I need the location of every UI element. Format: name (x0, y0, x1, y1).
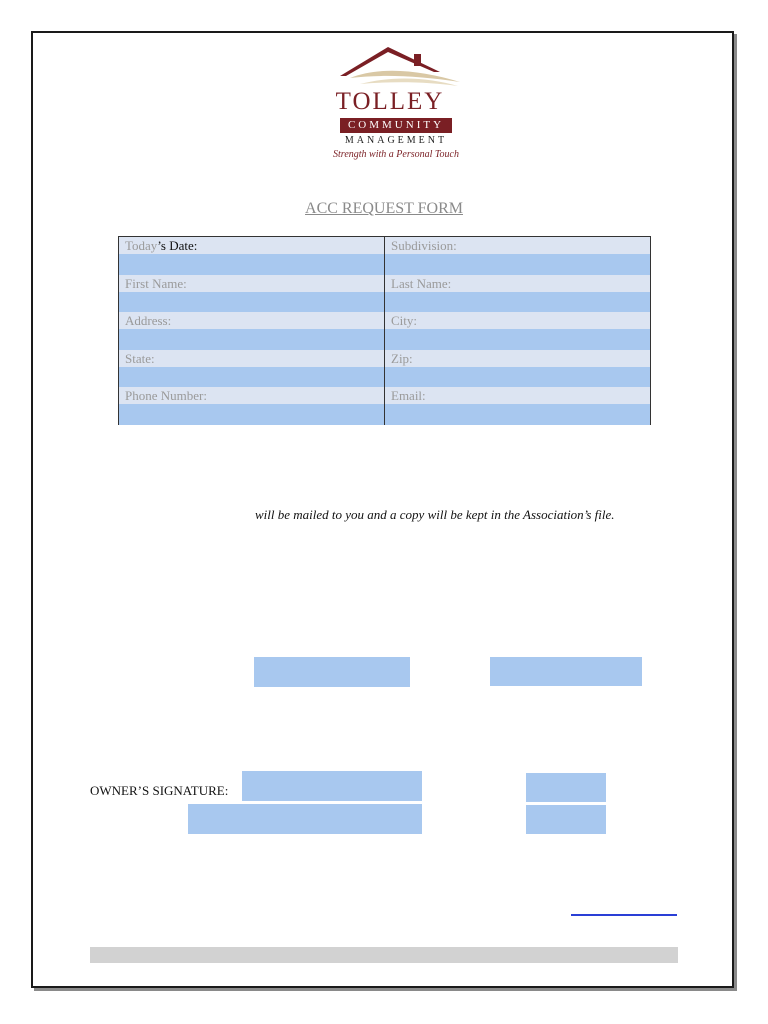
state-input[interactable] (119, 367, 384, 388)
owner-name-field[interactable] (188, 804, 422, 834)
field-label-text: Today (125, 238, 158, 253)
approval-field-2[interactable] (490, 657, 642, 686)
signature-date-field[interactable] (526, 773, 606, 802)
subdivision-input[interactable] (385, 254, 650, 275)
form-row (119, 312, 384, 350)
field-label-text-strong: ’s Date: (157, 238, 198, 253)
field-label-address: Address: (119, 312, 384, 329)
approval-field-1[interactable] (254, 657, 410, 687)
field-label-first-name: First Name: (119, 275, 384, 292)
request-form-table (118, 236, 651, 425)
email-input[interactable] (385, 404, 650, 425)
zip-input[interactable] (385, 367, 650, 388)
form-left-column (119, 237, 385, 424)
phone-input[interactable] (119, 404, 384, 425)
form-row (385, 350, 650, 388)
logo-title: TOLLEY (335, 88, 445, 115)
form-row (385, 275, 650, 313)
field-label-phone: Phone Number: (119, 387, 384, 404)
logo-management: MANAGEMENT (344, 135, 448, 146)
footer-bar (90, 947, 678, 963)
field-label-zip: Zip: (385, 350, 650, 367)
owner-signature-label: OWNER’S SIGNATURE: (90, 783, 229, 798)
date-input[interactable] (119, 254, 384, 275)
hyperlink-underline[interactable] (571, 914, 677, 916)
logo-tagline: Strength with a Personal Touch (333, 149, 459, 160)
form-row (385, 237, 650, 275)
field-label-city: City: (385, 312, 650, 329)
second-date-field[interactable] (526, 805, 606, 834)
form-row (119, 237, 384, 275)
form-row (119, 275, 384, 313)
field-label-subdivision: Subdivision: (385, 237, 650, 254)
field-label-email: Email: (385, 387, 650, 404)
form-row (119, 350, 384, 388)
owner-signature-field[interactable] (242, 771, 422, 801)
house-roof-icon (310, 42, 470, 92)
form-row (385, 387, 650, 425)
form-row (119, 387, 384, 425)
address-input[interactable] (119, 329, 384, 350)
last-name-input[interactable] (385, 292, 650, 313)
logo-community: COMMUNITY (340, 118, 452, 133)
company-logo (310, 42, 470, 172)
first-name-input[interactable] (119, 292, 384, 313)
form-title: ACC REQUEST FORM (305, 200, 463, 217)
field-label-state: State: (119, 350, 384, 367)
form-right-column (385, 237, 650, 424)
city-input[interactable] (385, 329, 650, 350)
mail-notice-text: will be mailed to you and a copy will be kept in the Association’s file. (255, 507, 615, 522)
field-label-date (119, 237, 384, 254)
field-label-last-name: Last Name: (385, 275, 650, 292)
form-row (385, 312, 650, 350)
